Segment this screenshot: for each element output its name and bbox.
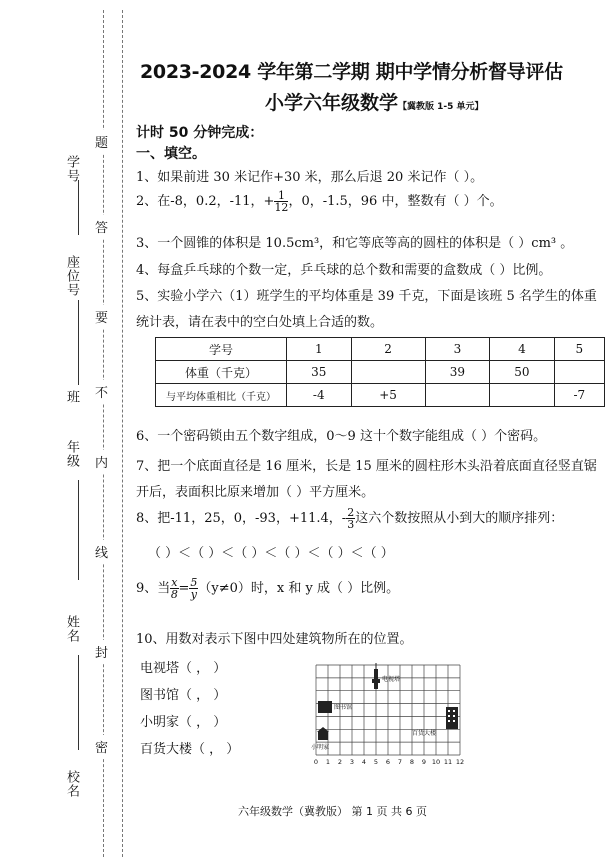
coordinate-grid — [308, 655, 468, 770]
x-tick: 8 — [409, 758, 415, 766]
fraction-denominator: 3 — [347, 518, 355, 531]
question-9-text-end: （y≠0）时，x 和 y 成（ ）比例。 — [198, 581, 400, 596]
coordinate-blank[interactable]: （ ， ） — [179, 661, 227, 676]
table-cell: 50 — [490, 361, 555, 384]
fraction-denominator: 12 — [274, 201, 289, 214]
table-cell: 35 — [287, 361, 352, 384]
table-header-cell: 学号 — [156, 338, 287, 361]
table-cell: 3 — [425, 338, 490, 361]
question-7-line1: 7、把一个底面直径是 16 厘米，长是 15 厘米的圆柱形木头沿着底面直径竖直锯 — [136, 459, 597, 474]
building-row — [140, 711, 226, 730]
question-8 — [136, 507, 563, 530]
coordinate-blank[interactable]: （ ， ） — [179, 688, 227, 703]
fraction — [346, 507, 355, 530]
table-cell: 4 — [490, 338, 555, 361]
field-class: 班 — [64, 390, 79, 404]
table-cell-blank[interactable] — [351, 361, 425, 384]
x-tick: 5 — [373, 758, 379, 766]
field-name: 姓名 — [64, 615, 79, 643]
table-cell-blank[interactable] — [554, 361, 604, 384]
building-row — [140, 684, 226, 703]
building-name: 图书馆 — [140, 688, 180, 703]
edition-note: 【冀教版 1-5 单元】 — [398, 102, 484, 112]
question-9-text: 9、当 — [136, 581, 171, 596]
question-5-line2: 统计表，请在表中的空白处填上合适的数。 — [136, 315, 384, 330]
seal-char: 封 — [95, 640, 108, 663]
seal-char: 内 — [95, 450, 108, 473]
field-seat-no-line — [78, 300, 79, 345]
question-4: 4、每盒乒乓球的个数一定，乒乓球的总个数和需要的盒数成（ ）比例。 — [136, 263, 552, 278]
question-9 — [136, 577, 399, 600]
table-cell-blank[interactable] — [425, 384, 490, 407]
question-8-text: 8、把-11，25，0，-93，+11.4，- — [136, 511, 347, 526]
grid-label-home: 小明家 — [311, 744, 330, 751]
table-cell: 39 — [425, 361, 490, 384]
table-cell: -7 — [554, 384, 604, 407]
building-row — [140, 657, 226, 676]
field-grade-line — [78, 480, 79, 580]
building-name: 电视塔 — [140, 661, 180, 676]
grid-label-store: 百货大楼 — [412, 730, 437, 737]
fraction-numerator: 1 — [274, 190, 288, 202]
question-5-line1: 5、实验小学六（1）班学生的平均体重是 39 千克，下面是该班 5 名学生的体重 — [136, 289, 597, 304]
seal-char: 不 — [95, 380, 108, 403]
question-2-text: 2、在-8，0.2，-11，+ — [136, 194, 275, 209]
x-tick: 3 — [349, 758, 355, 766]
subject-title: 小学六年级数学 — [265, 92, 399, 114]
question-8-blanks: （ ）＜（ ）＜（ ）＜（ ）＜（ ）＜（ ） — [148, 546, 394, 561]
library-icon — [318, 701, 332, 713]
field-student-no-line — [78, 180, 79, 235]
coordinate-blank[interactable]: （ ， ） — [192, 742, 240, 757]
table-cell: +5 — [351, 384, 425, 407]
question-10: 10、用数对表示下图中四处建筑物所在的位置。 — [136, 632, 413, 647]
x-tick: 6 — [385, 758, 391, 766]
grid-label-library: 图书馆 — [334, 704, 353, 711]
x-tick: 10 — [431, 758, 441, 766]
x-tick: 7 — [397, 758, 403, 766]
x-tick: 11 — [443, 758, 453, 766]
table-header-cell: 体重（千克） — [156, 361, 287, 384]
fraction-denominator: y — [190, 588, 198, 601]
section-heading: 一、填空。 — [136, 146, 206, 162]
x-tick: 4 — [361, 758, 367, 766]
inner-dashed-line — [122, 10, 123, 857]
x-tick: 1 — [325, 758, 331, 766]
equals-sign: = — [178, 581, 190, 596]
seal-char: 答 — [95, 215, 108, 238]
tv-tower-icon — [372, 663, 380, 689]
weight-table — [155, 337, 605, 407]
time-note: 计时 50 分钟完成： — [136, 125, 264, 141]
seal-char: 题 — [95, 130, 108, 153]
page-footer: 六年级数学（冀教版） 第 1 页 共 6 页 — [238, 805, 427, 818]
table-cell: 1 — [287, 338, 352, 361]
seal-char: 线 — [95, 540, 108, 563]
table-cell: -4 — [287, 384, 352, 407]
question-8-text-end: 这六个数按照从小到大的顺序排列： — [355, 511, 564, 526]
x-tick: 9 — [421, 758, 427, 766]
field-grade: 年级 — [64, 440, 79, 468]
question-1: 1、如果前进 30 米记作+30 米，那么后退 20 米记作（ ）。 — [136, 170, 484, 185]
table-cell: 5 — [554, 338, 604, 361]
building-row — [140, 738, 239, 757]
x-tick: 0 — [313, 758, 319, 766]
exam-subtitle — [265, 88, 484, 115]
question-2-text-end: ，0，-1.5，96 中，整数有（ ）个。 — [288, 194, 503, 209]
field-class-line — [78, 340, 79, 385]
field-seat-no: 座位号 — [64, 255, 79, 297]
table-row — [156, 361, 605, 384]
table-cell-blank[interactable] — [490, 384, 555, 407]
table-cell: 2 — [351, 338, 425, 361]
fraction-numerator: x — [171, 576, 178, 589]
field-school: 校名 — [64, 770, 79, 798]
department-store-icon — [446, 707, 458, 729]
table-header-cell: 与平均体重相比（千克） — [156, 384, 287, 407]
field-name-line — [78, 655, 79, 750]
question-3: 3、一个圆锥的体积是 10.5cm³，和它等底等高的圆柱的体积是（ ）cm³ 。 — [136, 236, 574, 251]
x-tick: 12 — [455, 758, 465, 766]
table-row — [156, 384, 605, 407]
coordinate-blank[interactable]: （ ， ） — [179, 715, 227, 730]
fraction — [274, 190, 288, 213]
exam-title: 2023-2024 学年第二学期 期中学情分析督导评估 — [140, 61, 563, 83]
question-6: 6、一个密码锁由五个数字组成，0～9 这十个数字能组成（ ）个密码。 — [136, 429, 547, 444]
fraction — [170, 577, 178, 600]
fraction-numerator: 5 — [190, 576, 198, 589]
seal-char: 密 — [95, 735, 108, 758]
x-tick: 2 — [337, 758, 343, 766]
seal-char: 要 — [95, 305, 108, 328]
question-2 — [136, 190, 503, 213]
building-name: 百货大楼 — [140, 742, 193, 757]
table-row — [156, 338, 605, 361]
x-axis-ticks — [314, 758, 464, 766]
binding-margin — [0, 0, 125, 867]
grid-label-tv-tower: 电视塔 — [382, 676, 401, 683]
question-7-line2: 开后，表面积比原来增加（ ）平方厘米。 — [136, 485, 375, 500]
fraction-denominator: 8 — [170, 588, 178, 601]
field-student-no: 学号 — [64, 155, 79, 183]
fraction-numerator: 2 — [347, 506, 355, 519]
building-name: 小明家 — [140, 715, 180, 730]
